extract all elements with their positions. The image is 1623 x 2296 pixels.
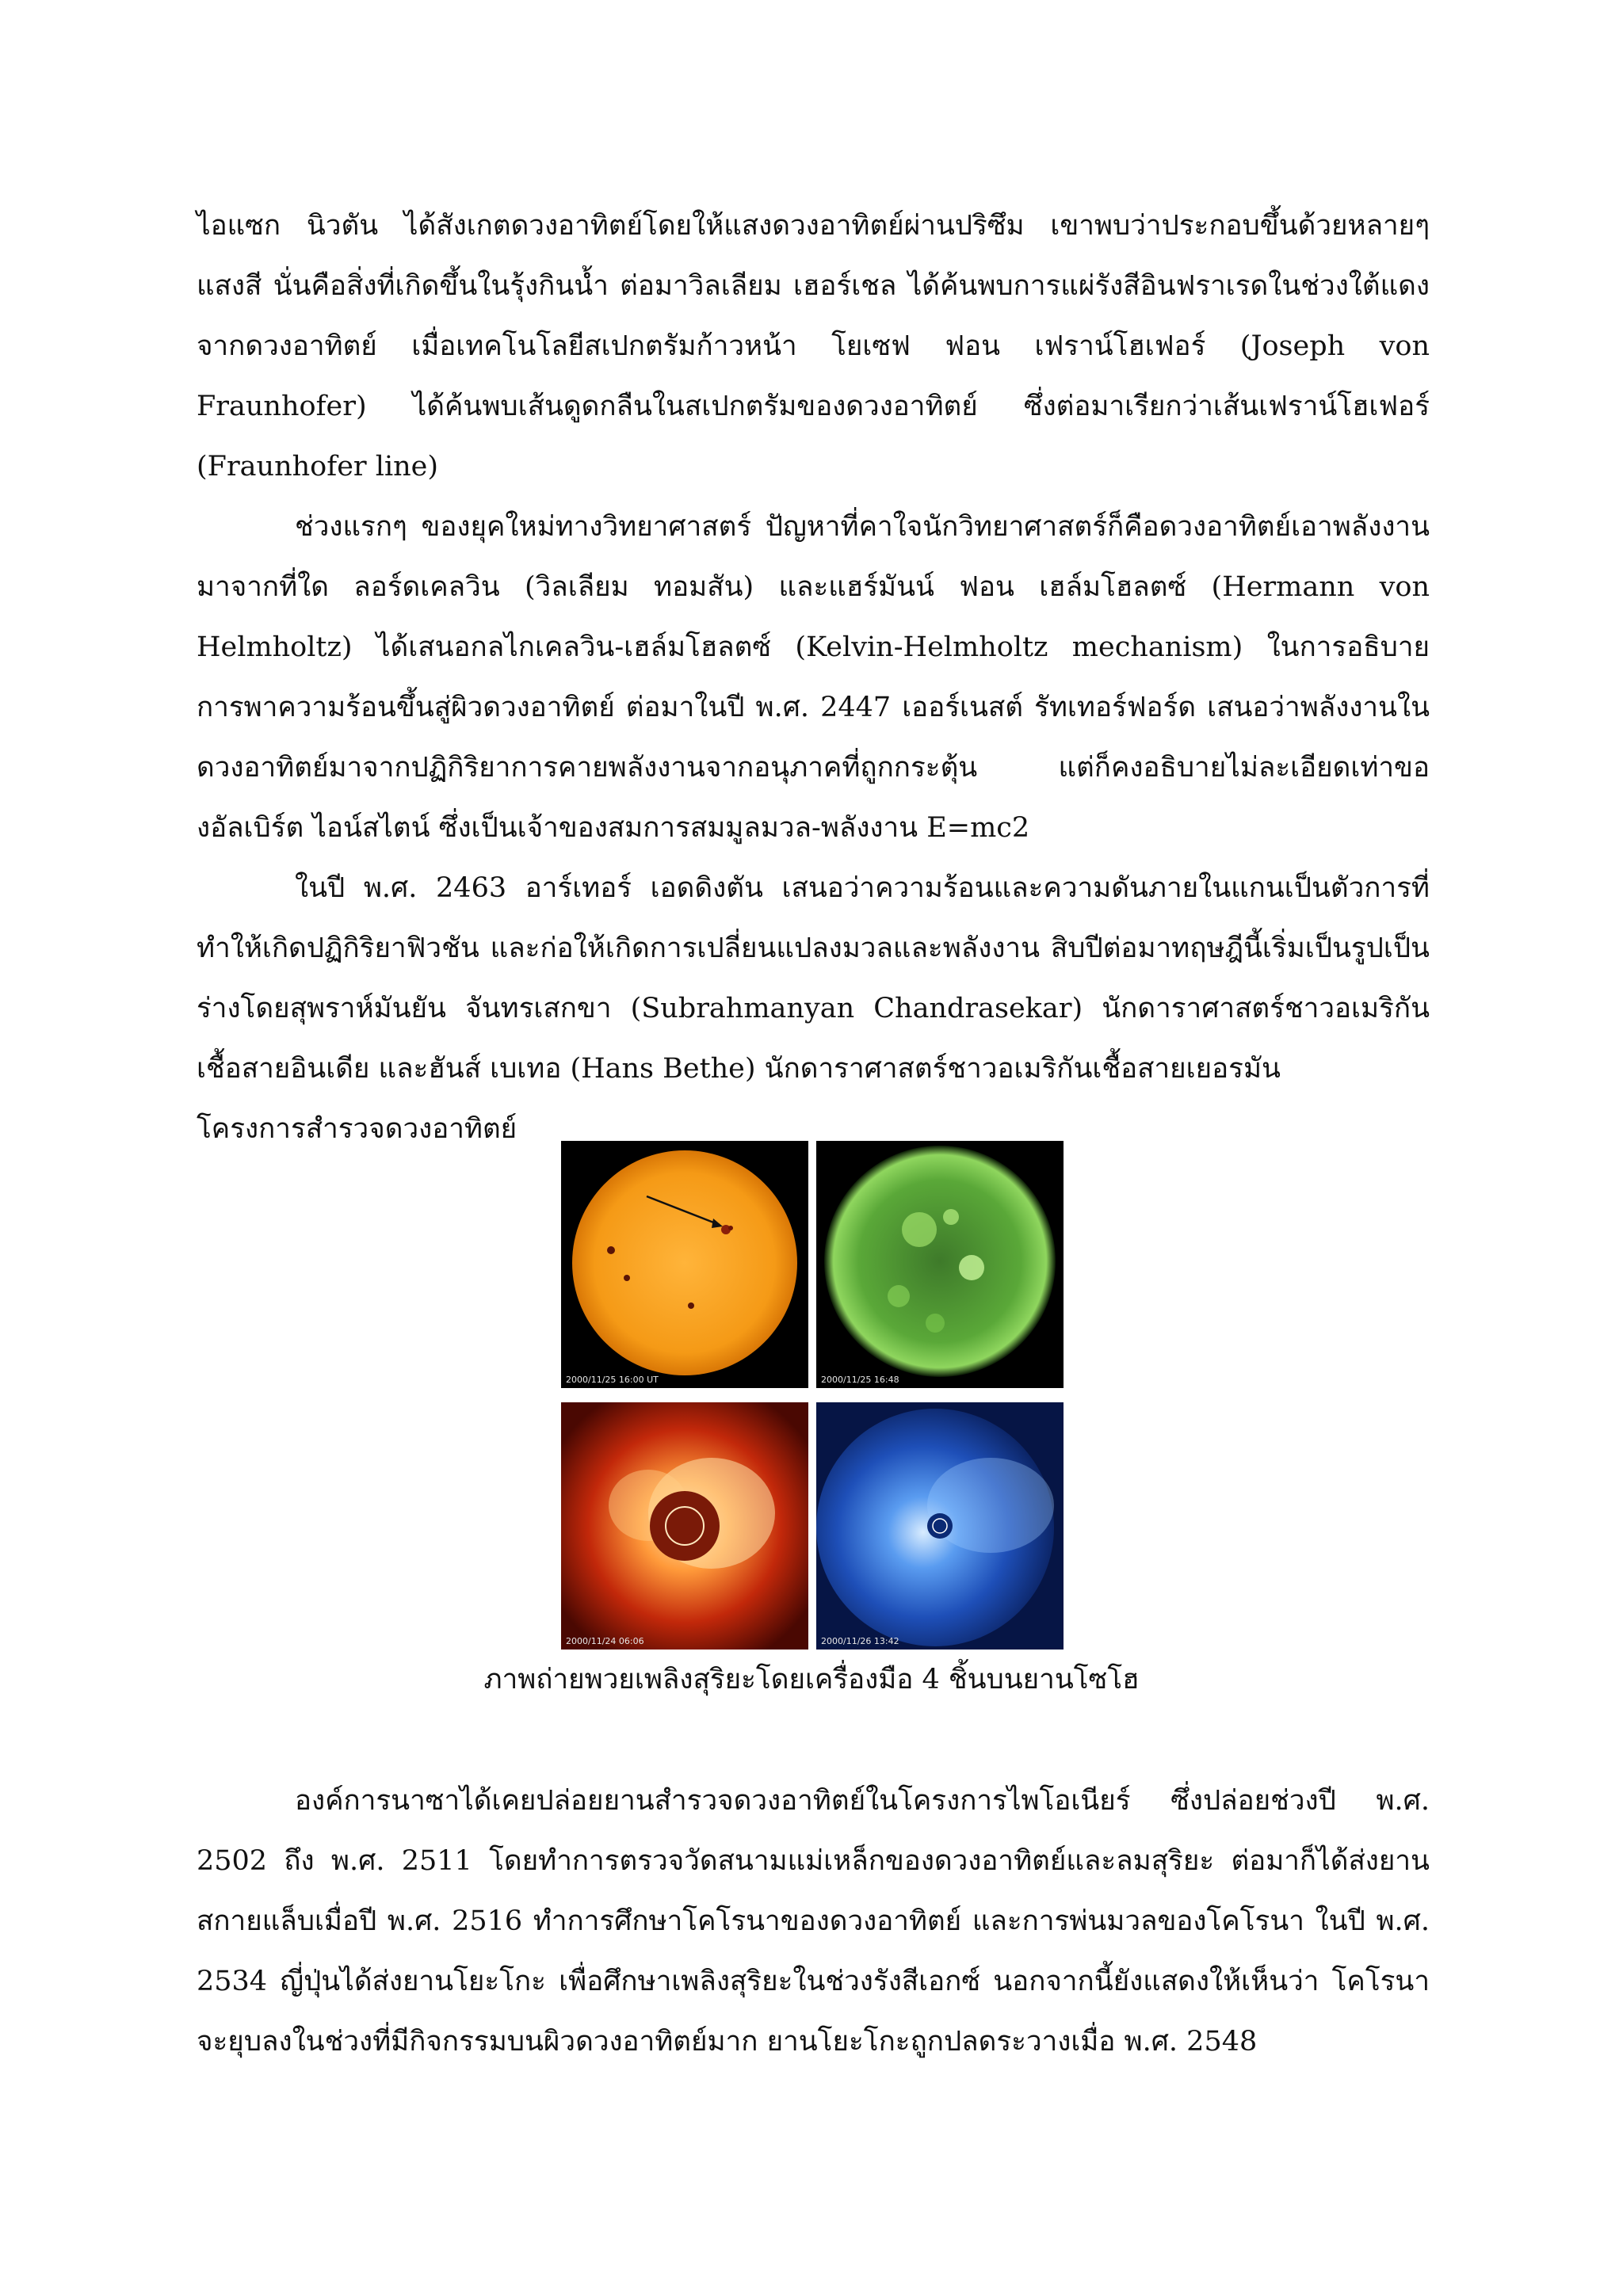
body-text-bottom xyxy=(197,1771,1430,2072)
timestamp-label: 2000/11/26 13:42 xyxy=(821,1636,899,1646)
paragraph-newton: ไอแซก นิวตัน ได้สังเกตดวงอาทิตย์โดยให้แสงดวงอาทิตย์ผ่านปริซึม เขาพบว่าประกอบขึ้นด้วยหลายๆ แสงสี นั่นคือสิ่งที่เกิดขึ้นในรุ้งกินน้ำ ต่อมาวิลเลียม เฮอร์เชล ได้ค้นพบการแผ่รังสีอินฟราเรดในช่วงใต้แดงจากดวงอาทิตย์ เมื่อเทคโนโลยีสเปกตรัมก้าวหน้า โยเซฟ ฟอน เฟราน์โฮเฟอร์ (Joseph von Fraunhofer) ได้ค้นพบเส้นดูดกลืนในสเปกตรัมของดวงอาทิตย์ ซึ่งต่อมาเรียกว่าเส้นเฟราน์โฮเฟอร์ (Fraunhofer line) xyxy=(197,210,1430,482)
paragraph-missions: องค์การนาซาได้เคยปล่อยยานสำรวจดวงอาทิตย์ในโครงการไพโอเนียร์ ซึ่งปล่อยช่วงปี พ.ศ. 2502 ถึง พ.ศ. 2511 โดยทำการตรวจวัดสนามแม่เหล็กของดวงอาทิตย์และลมสุริยะ ต่อมาก็ได้ส่งยานสกายแล็บเมื่อปี พ.ศ. 2516 ทำการศึกษาโคโรนาของดวงอาทิตย์ และการพ่นมวลของโคโรนา ในปี พ.ศ. 2534 ญี่ปุ่นได้ส่งยานโยะโกะ เพื่อศึกษาเพลิงสุริยะในช่วงรังสีเอกซ์ นอกจากนี้ยังแสดงให้เห็นว่า โคโรนาจะยุบลงในช่วงที่มีกิจกรรมบนผิวดวงอาทิตย์มาก ยานโยะโกะถูกปลดระวางเมื่อ พ.ศ. 2548 xyxy=(197,1785,1430,2058)
corona-red-image xyxy=(561,1402,808,1650)
timestamp-label: 2000/11/25 16:48 xyxy=(821,1375,899,1385)
figure-caption: ภาพถ่ายพวยเพลิงสุริยะโดยเครื่องมือ 4 ชิ้นบนยานโซโฮ xyxy=(483,1664,1140,1695)
section-heading: โครงการสำรวจดวงอาทิตย์ xyxy=(197,1113,517,1145)
body-text-top xyxy=(197,196,1430,1159)
paragraph-fusion-theory: ในปี พ.ศ. 2463 อาร์เทอร์ เอดดิงตัน เสนอว่าความร้อนและความดันภายในแกนเป็นตัวการที่ทำให้เกิดปฏิกิริยาฟิวชัน และก่อให้เกิดการเปลี่ยนแปลงมวลและพลังงาน สิบปีต่อมาทฤษฎีนี้เริ่มเป็นรูปเป็นร่างโดยสุพราห์มันยัน จันทรเสกขา (Subrahmanyan Chandrasekar) นักดาราศาสตร์ชาวอเมริกันเชื้อสายอินเดีย และฮันส์ เบเทอ (Hans Bethe) นักดาราศาสตร์ชาวอเมริกันเชื้อสายเยอรมัน xyxy=(197,872,1430,1085)
sun-euv-image xyxy=(816,1141,1064,1388)
timestamp-label: 2000/11/25 16:00 UT xyxy=(566,1375,659,1385)
corona-blue-image xyxy=(816,1402,1064,1650)
timestamp-label: 2000/11/24 06:06 xyxy=(566,1636,644,1646)
soho-figure xyxy=(561,1141,1064,1650)
sun-visible-light-image xyxy=(561,1141,808,1388)
paragraph-energy-source: ช่วงแรกๆ ของยุคใหม่ทางวิทยาศาสตร์ ปัญหาที่คาใจนักวิทยาศาสตร์ก็คือดวงอาทิตย์เอาพลังงานมาจากที่ใด ลอร์ดเคลวิน (วิลเลียม ทอมสัน) และแฮร์มันน์ ฟอน เฮล์มโฮลตซ์ (Hermann von Helmholtz) ได้เสนอกลไกเคลวิน-เฮล์มโฮลตซ์ (Kelvin-Helmholtz mechanism) ในการอธิบายการพาความร้อนขึ้นสู่ผิวดวงอาทิตย์ ต่อมาในปี พ.ศ. 2447 เออร์เนสต์ รัทเทอร์ฟอร์ด เสนอว่าพลังงานในดวงอาทิตย์มาจากปฏิกิริยาการคายพลังงานจากอนุภาคที่ถูกกระตุ้น แต่ก็คงอธิบายไม่ละเอียดเท่าของอัลเบิร์ต ไอน์สไตน์ ซึ่งเป็นเจ้าของสมการสมมูลมวล-พลังงาน E=mc2 xyxy=(197,511,1430,844)
